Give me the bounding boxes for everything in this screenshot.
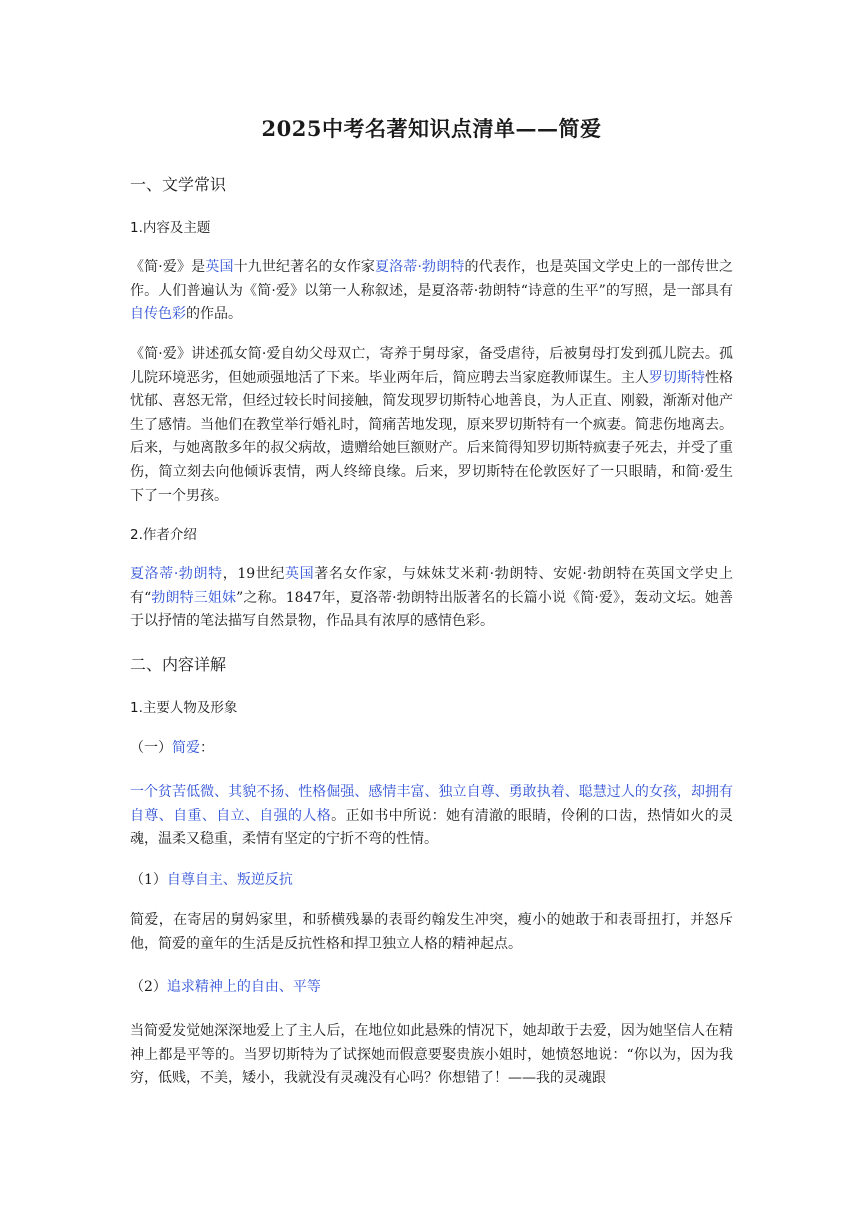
text-run: 《简·爱》讲述孤女简·爱自幼父母双亡，寄养于舅母家，备受虐待，后被舅母打发到孤儿院去。孤儿院环境恶劣，但她顽强地活了下来。毕业两年后，简应聘去当家庭教师谋生。主人 [130,346,733,386]
paragraph-trait-2: 当简爱发觉她深深地爱上了主人后，在地位如此悬殊的情况下，她却敢于去爱，因为她坚信人在精神上都是平等的。当罗切斯特为了试探她而假意要娶贵族小姐时，她愤怒地说：“你以为，因为我穷，低贱，不美，矮小，我就没有灵魂没有心吗？你想错了！——我的灵魂跟 [130,1023,733,1087]
paragraph-trait-1: 简爱，在寄居的舅妈家里，和骄横残暴的表哥约翰发生冲突，瘦小的她敢于和表哥扭打，并怒斥他，简爱的童年的生活是反抗性格和捍卫独立人格的精神起点。 [130,912,733,952]
trait-heading-1 [130,869,733,893]
paragraph-jane-character [130,781,733,852]
subheading-content-theme: 1.内容及主题 [130,220,211,236]
text-run: ”之称。1847年，夏洛蒂·勃朗特出版著名的长篇小说《简·爱》，轰动文坛。她善于以抒情的笔法描写自然景物，作品具有浓厚的感情色彩。 [130,589,733,630]
link-england[interactable]: 英国 [285,566,315,582]
link-self-respect[interactable]: 自尊自主、叛逆反抗 [166,872,293,888]
text-run: ： [200,740,214,756]
paragraph-plot [130,343,733,508]
text-run: （2） [130,979,167,995]
link-jane-eyre[interactable]: 简爱 [172,740,200,756]
link-charlotte-bronte[interactable]: 夏洛蒂·勃朗特 [130,566,223,582]
subheading-main-characters: 1.主要人物及形象 [130,700,238,716]
text-run: 《简·爱》是 [130,259,206,275]
text-run: 十九世纪著名的女作家 [233,259,376,275]
link-rochester[interactable]: 罗切斯特 [648,369,705,386]
section-heading-literary-knowledge: 一、文学常识 [130,175,227,194]
text-run: 。正如书中所说：她有清澈的眼睛，伶俐的口齿，热情如火的灵魂，温柔又稳重，柔情有坚定的宁折不弯的性情。 [130,807,734,848]
text-run: 的代表作，也是英国文学史上的一部传世之作。人们普遍认为《简·爱》以第一人称叙述，是夏洛蒂·勃朗特“诗意的生平”的写照，是一部具有 [130,259,734,299]
character-heading-jane [130,737,733,761]
text-run: 的作品。 [186,306,242,323]
subheading-author: 2.作者介绍 [130,527,197,543]
link-bronte-sisters[interactable]: 勃朗特三姐妹 [151,589,237,606]
text-run: （1） [130,872,167,888]
link-england[interactable]: 英国 [205,259,234,275]
link-autobiographical[interactable]: 自传色彩 [130,306,186,323]
text-run: （一） [130,740,172,756]
link-charlotte-bronte[interactable]: 夏洛蒂·勃朗特 [375,259,465,275]
text-run: 性格忧郁、喜怒无常，但经过较长时间接触，简发现罗切斯特心地善良，为人正直、刚毅，渐渐对他产生了感情。当他们在教堂举行婚礼时，简痛苦地发现，原来罗切斯特有一个疯妻。简悲伤地离去。后来，与她离散多年的叔父病故，遗赠给她巨额财产。后来简得知罗切斯特疯妻子死去，并受了重伤，简立刻去向他倾诉衷情，两人终缔良缘。后来，罗切斯特在伦敦医好了一只眼睛，和简·爱生下了一个男孩。 [130,369,734,504]
paragraph-author [130,563,733,634]
paragraph-intro [130,256,733,327]
section-heading-content-detail: 二、内容详解 [130,655,227,674]
text-run: ，19世纪 [222,566,286,582]
link-character-traits[interactable]: 一个贫苦低微、其貌不扬、性格倔强、感情丰富、独立自尊、勇敢执着、聪慧过人的女孩，却拥有自尊、自重、自立、自强的人格 [130,784,733,824]
text-run: 著名女作家，与妹妹艾米莉·勃朗特、安妮·勃朗特在英国文学史上有“ [130,566,734,606]
page-title: 2025中考名著知识点清单——简爱 [261,116,602,141]
link-spiritual-freedom[interactable]: 追求精神上的自由、平等 [166,979,321,995]
trait-heading-2 [130,976,733,1000]
